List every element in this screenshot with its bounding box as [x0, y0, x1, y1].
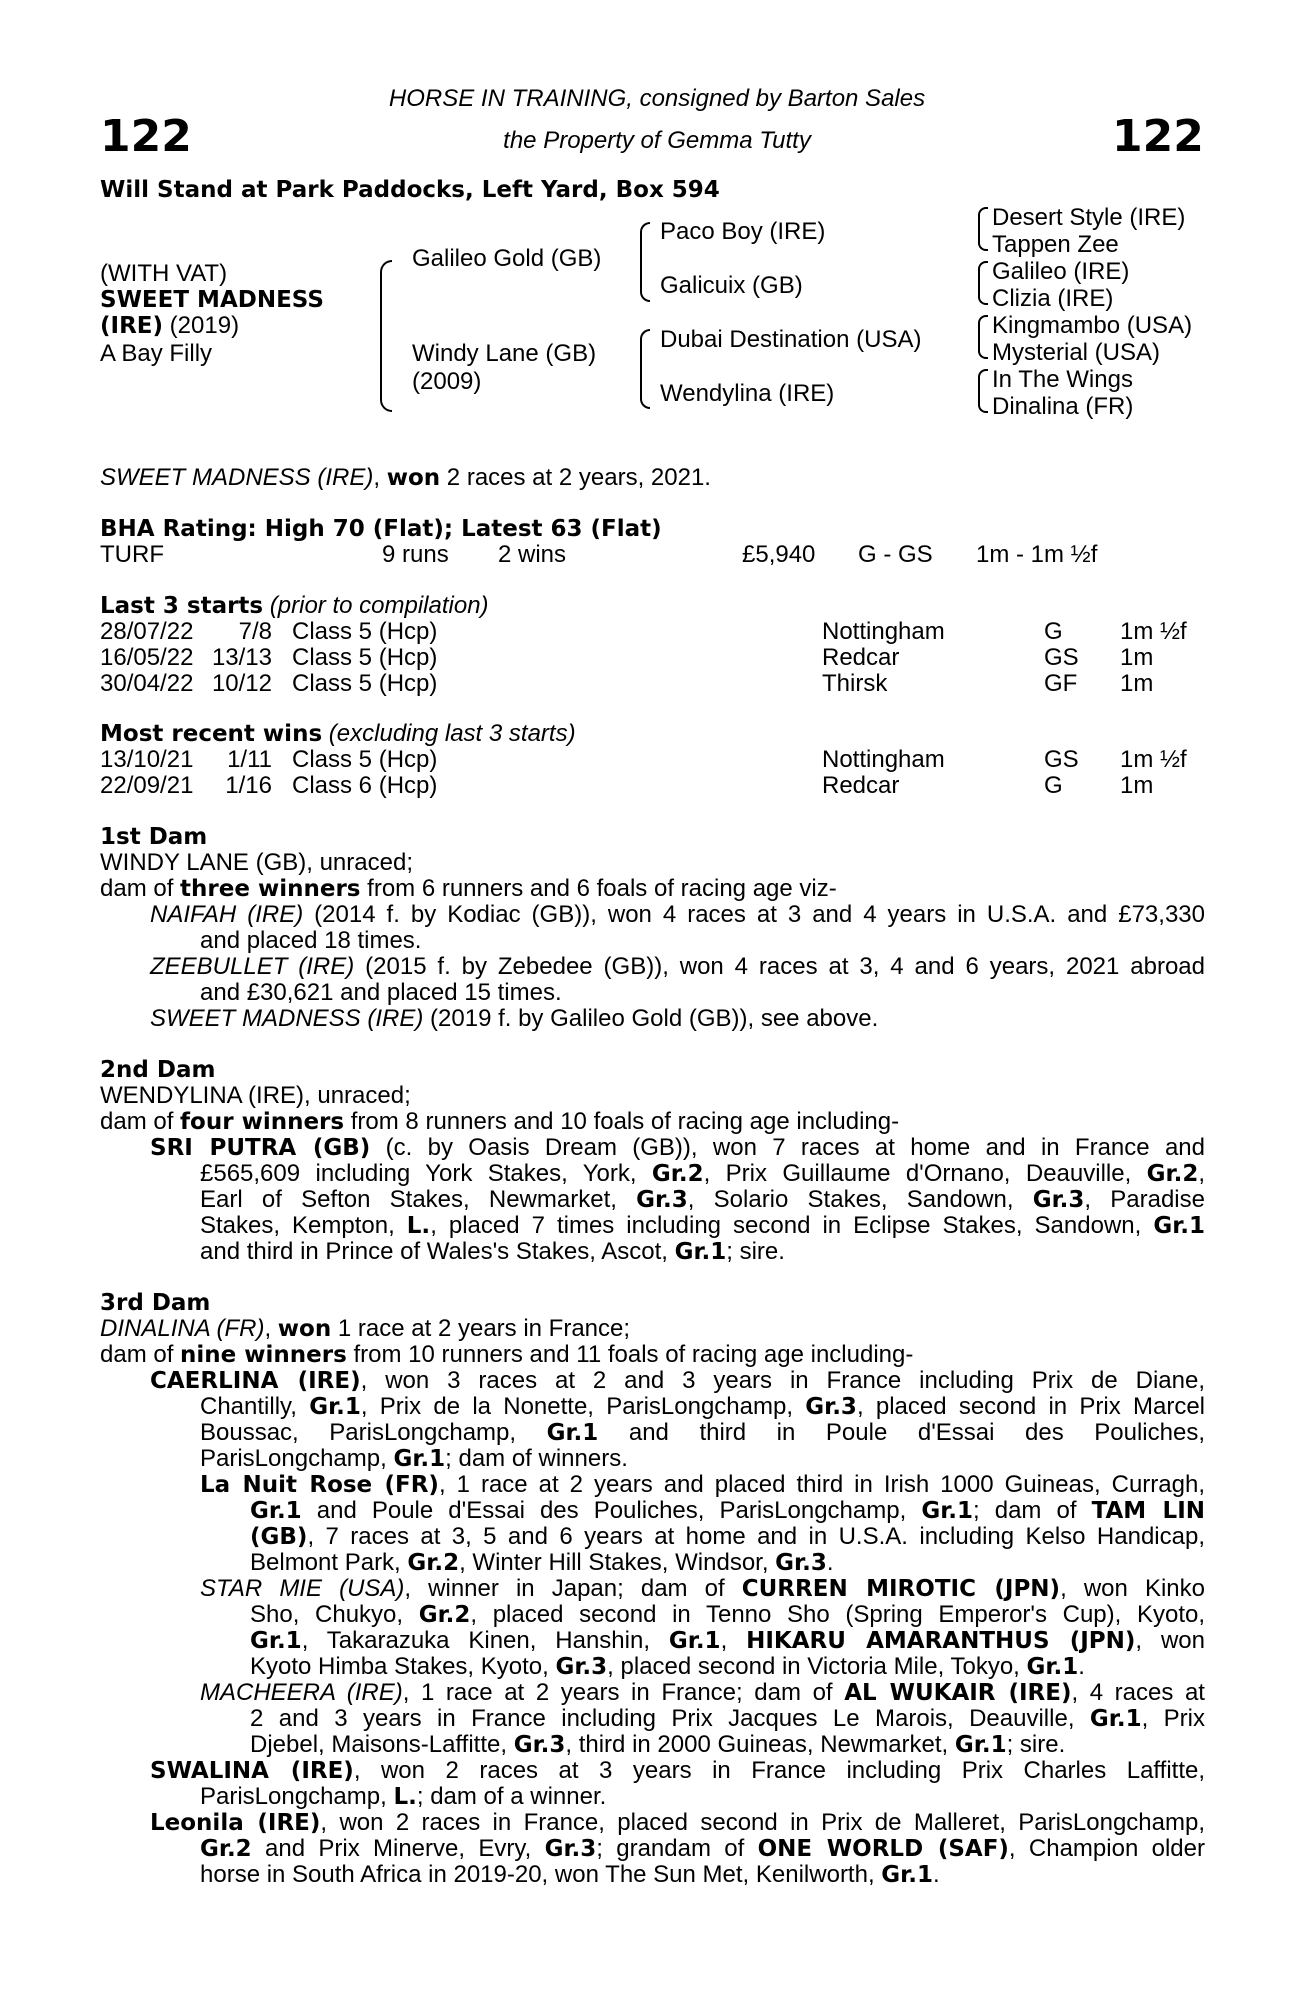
- last3-cls: Class 5 (Hcp): [292, 670, 438, 697]
- pedigree-g1: Desert Style (IRE): [992, 204, 1186, 231]
- last3-pos: 10/12: [211, 670, 272, 697]
- dam3-caerlina: CAERLINA (IRE), won 3 races at 2 and 3 years in France including Prix de Diane, Chantilly, Gr.1, Prix de la Nonette, ParisLongchamp, Gr.3, placed second in Prix Marcel Boussac, ParisLongchamp, Gr.1 and third in Poule d'Essai des Pouliches, ParisLongchamp, Gr.1; dam of winners.: [150, 1367, 1206, 1472]
- last3-dist: 1m ½f: [1120, 618, 1187, 645]
- win-going: GS: [1044, 746, 1079, 773]
- race-summary: SWEET MADNESS (IRE), won 2 races at 2 years, 2021.: [100, 464, 711, 491]
- win-row: [0, 773, 1314, 799]
- wins: 2 wins: [498, 541, 567, 568]
- pedigree-brace-5: [978, 261, 988, 305]
- last3-row: [0, 645, 1314, 671]
- win-date: 13/10/21: [100, 746, 194, 773]
- win-pos: 1/16: [225, 772, 272, 799]
- dam3-star-mie: STAR MIE (USA), winner in Japan; dam of CURREN MIROTIC (JPN), won Kinko Sho, Chukyo, Gr.2, placed second in Tenno Sho (Spring Emperor's Cup), Kyoto, Gr.1, Takarazuka Kinen, Hanshin, Gr.1, HIKARU AMARANTHUS (JPN), won Kyoto Himba Stakes, Kyoto, Gr.3, placed second in Victoria Mile, Tokyo, Gr.1.: [200, 1575, 1205, 1680]
- last3-row: [0, 671, 1314, 697]
- win-dist: 1m: [1120, 772, 1154, 799]
- last3-going: GF: [1044, 670, 1078, 697]
- dam1-line1: WINDY LANE (GB), unraced;: [100, 849, 413, 876]
- last3-dist: 1m: [1120, 644, 1154, 671]
- dam-sire: Dubai Destination (USA): [660, 326, 922, 353]
- recent-wins-heading: Most recent wins (excluding last 3 starts): [100, 720, 576, 747]
- last3-heading: Last 3 starts (prior to compilation): [100, 592, 489, 619]
- property-line: the Property of Gemma Tutty: [503, 127, 811, 154]
- horse-suffix: (IRE): [100, 313, 164, 339]
- win-pos: 1/11: [227, 746, 272, 773]
- dam2-line1: WENDYLINA (IRE), unraced;: [100, 1082, 411, 1109]
- horse-name-line2: [100, 313, 239, 339]
- win-cls: Class 5 (Hcp): [292, 746, 438, 773]
- turf-record: [0, 542, 1314, 568]
- win-date: 22/09/21: [100, 772, 194, 799]
- last3-cls: Class 5 (Hcp): [292, 644, 438, 671]
- dam3-la-nuit-rose: La Nuit Rose (FR), 1 race at 2 years and placed third in Irish 1000 Guineas, Curragh, Gr.1 and Poule d'Essai des Pouliches, ParisLongchamp, Gr.1; dam of TAM LIN (GB), 7 races at 3, 5 and 6 years at home and in U.S.A. including Kelso Handicap, Belmont Park, Gr.2, Winter Hill Stakes, Windsor, Gr.3.: [200, 1471, 1206, 1576]
- summary-won: won: [386, 465, 441, 491]
- win-course: Nottingham: [822, 746, 945, 773]
- pedigree-brace-4: [978, 207, 988, 251]
- last3-cls: Class 5 (Hcp): [292, 618, 438, 645]
- last3-course: Thirsk: [822, 670, 888, 697]
- win-row: [0, 747, 1314, 773]
- last3-dist: 1m: [1120, 670, 1154, 697]
- vat-note: (WITH VAT): [100, 260, 228, 287]
- dam-dam: Wendylina (IRE): [660, 380, 835, 407]
- pedigree-brace-1: [380, 260, 392, 412]
- going-range: G - GS: [858, 541, 933, 568]
- dam3-leonila: Leonila (IRE), won 2 races in France, placed second in Prix de Malleret, ParisLongchamp, Gr.2 and Prix Minerve, Evry, Gr.3; grandam of ONE WORLD (SAF), Champion older horse in South Africa in 2019-20, won The Sun Met, Kenilworth, Gr.1.: [150, 1809, 1205, 1888]
- consignor-line: HORSE IN TRAINING, consigned by Barton Sales: [388, 85, 926, 112]
- horse-name: SWEET MADNESS: [100, 287, 324, 313]
- pedigree-g4: Clizia (IRE): [992, 285, 1114, 312]
- win-going: G: [1044, 772, 1063, 799]
- pedigree-brace-2: [640, 222, 650, 302]
- dam3-swalina: SWALINA (IRE), won 2 races at 3 years in France including Prix Charles Laffitte, ParisLongchamp, L.; dam of a winner.: [150, 1757, 1205, 1810]
- dam3-line1: DINALINA (FR), won 1 race at 2 years in France;: [100, 1315, 631, 1342]
- win-cls: Class 6 (Hcp): [292, 772, 438, 799]
- last3-date: 28/07/22: [100, 618, 194, 645]
- dam: Windy Lane (GB): [412, 340, 597, 367]
- last3-course: Redcar: [822, 644, 900, 671]
- last3-pos: 13/13: [211, 644, 272, 671]
- last3-going: G: [1044, 618, 1063, 645]
- dam3-macheera: MACHEERA (IRE), 1 race at 2 years in France; dam of AL WUKAIR (IRE), 4 races at 2 and 3 years in France including Prix Jacques Le Marois, Deauville, Gr.1, Prix Djebel, Maisons-Laffitte, Gr.3, third in 2000 Guineas, Newmarket, Gr.1; sire.: [200, 1679, 1205, 1758]
- distance-range: 1m - 1m ½f: [976, 541, 1098, 568]
- pedigree-g8: Dinalina (FR): [992, 393, 1134, 420]
- prize-money: £5,940: [742, 541, 816, 568]
- pedigree-g5: Kingmambo (USA): [992, 312, 1193, 339]
- pedigree-g3: Galileo (IRE): [992, 258, 1130, 285]
- win-course: Redcar: [822, 772, 900, 799]
- pedigree-g6: Mysterial (USA): [992, 339, 1161, 366]
- dam-year: (2009): [412, 368, 482, 395]
- horse-year: (2019): [163, 312, 240, 339]
- sire-dam: Galicuix (GB): [660, 272, 803, 299]
- pedigree-g2: Tappen Zee: [992, 231, 1119, 258]
- last3-pos: 7/8: [238, 618, 272, 645]
- last3-row: [0, 619, 1314, 645]
- last3-course: Nottingham: [822, 618, 945, 645]
- pedigree-brace-3: [640, 329, 650, 409]
- bha-rating: BHA Rating: High 70 (Flat); Latest 63 (Flat): [100, 516, 662, 542]
- surface: TURF: [100, 541, 164, 568]
- dam1-entry-1: NAIFAH (IRE) (2014 f. by Kodiac (GB)), won 4 races at 3 and 4 years in U.S.A. and £73,330 and placed 18 times.: [150, 901, 1205, 954]
- dam2-sri-putra: SRI PUTRA (GB) (c. by Oasis Dream (GB)), won 7 races at home and in France and £565,609 including York Stakes, York, Gr.2, Prix Guillaume d'Ornano, Deauville, Gr.2, Earl of Sefton Stakes, Newmarket, Gr.3, Solario Stakes, Sandown, Gr.3, Paradise Stakes, Kempton, L., placed 7 times including second in Eclipse Stakes, Sandown, Gr.1 and third in Prince of Wales's Stakes, Ascot, Gr.1; sire.: [150, 1134, 1206, 1265]
- sire: Galileo Gold (GB): [412, 245, 602, 272]
- dam2-line2: dam of four winners from 8 runners and 10 foals of racing age including-: [100, 1108, 900, 1135]
- lot-number-left: 122: [100, 111, 192, 162]
- stand-location: Will Stand at Park Paddocks, Left Yard, Box 594: [100, 177, 720, 203]
- pedigree-brace-6: [978, 315, 988, 359]
- dam1-entry-3: SWEET MADNESS (IRE) (2019 f. by Galileo Gold (GB)), see above.: [150, 1005, 879, 1032]
- dam3-title: 3rd Dam: [100, 1290, 211, 1316]
- dam1-title: 1st Dam: [100, 824, 208, 850]
- dam1-line2: dam of three winners from 6 runners and 6 foals of racing age viz-: [100, 875, 837, 902]
- horse-description: A Bay Filly: [100, 340, 213, 367]
- last3-date: 30/04/22: [100, 670, 194, 697]
- last3-going: GS: [1044, 644, 1079, 671]
- lot-number-right: 122: [1112, 111, 1204, 162]
- pedigree-g7: In The Wings: [992, 366, 1133, 393]
- summary-name: SWEET MADNESS (IRE): [100, 464, 374, 491]
- dam2-title: 2nd Dam: [100, 1057, 216, 1083]
- dam3-line2: dam of nine winners from 10 runners and 11 foals of racing age including-: [100, 1341, 914, 1368]
- sire-sire: Paco Boy (IRE): [660, 218, 826, 245]
- pedigree-brace-7: [978, 369, 988, 413]
- win-dist: 1m ½f: [1120, 746, 1187, 773]
- dam1-entry-2: ZEEBULLET (IRE) (2015 f. by Zebedee (GB)), won 4 races at 3, 4 and 6 years, 2021 abroad and £30,621 and placed 15 times.: [150, 953, 1205, 1006]
- runs: 9 runs: [382, 541, 449, 568]
- last3-date: 16/05/22: [100, 644, 194, 671]
